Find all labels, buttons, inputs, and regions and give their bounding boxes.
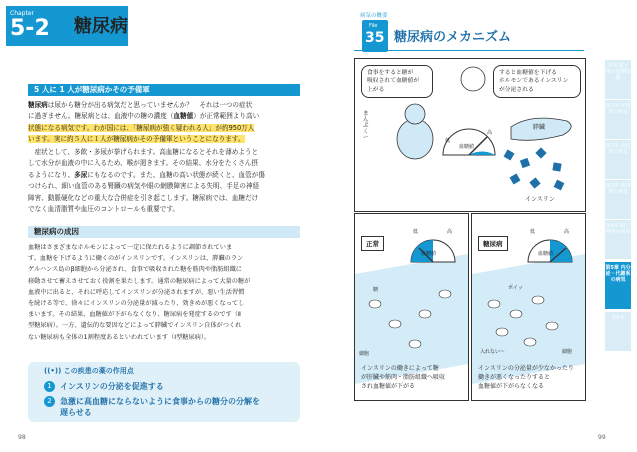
p3-line: を続ける等で、徐々にインスリンの分泌量が減ったり、効きめが悪くなってし [28, 300, 245, 308]
insulin-label: インスリン [525, 196, 555, 203]
signal-icon: ((•)) [44, 367, 64, 375]
bubble-2-line: ホルモンであるインスリン [499, 78, 569, 85]
panel-title [44, 366, 134, 376]
panel-item-2b: 遅らせる [60, 408, 92, 417]
paragraph-1 [28, 100, 300, 146]
panel-number-1: 1 [44, 381, 55, 392]
caption-normal-line: が肝臓や筋肉・脂肪組織へ吸収 [361, 374, 446, 381]
file-badge [362, 20, 388, 52]
side-note: まんぷくー [363, 111, 369, 141]
p2-line-6 [28, 204, 300, 215]
ouch-text: 入れない〜 [480, 349, 506, 355]
normal-gauge-low: 低 [413, 229, 419, 235]
normal-label: 正常 [361, 236, 384, 251]
side-tab-0[interactable]: 序章 薬と体の基礎知識 [605, 60, 631, 100]
caption-diabetes [478, 364, 582, 391]
p1-text-d: ）が正常範囲より高い [193, 112, 260, 121]
p3-line: ない糖尿病も全体の1割程度あるといわれています（Ⅰ型糖尿病）。 [28, 333, 211, 341]
p3-line: ゲルハンス島のβ細胞から分泌され、食事で吸収された糖を筋肉や脂肪組織に [28, 266, 242, 274]
p2-text-e: つけられ、細い血管のある腎臓の病気や眼の網膜障害による失明、手足の神経 [28, 182, 260, 191]
side-tab-5-active[interactable]: 第5章 内分泌・代謝系の病気 [605, 262, 631, 310]
chapter-number: 5-2 [10, 16, 50, 41]
file-title: 糖尿病のメカニズム [394, 30, 512, 45]
panel-item-2a: 急激に高血糖にならないように食事からの糖分の分解を [60, 397, 260, 406]
p2-line-5 [28, 193, 300, 204]
p2-text-c: るようになり、 [28, 170, 75, 179]
side-tab-3[interactable]: 第3章 循環器の病気 [605, 180, 631, 220]
caption-normal-line: インスリンの働きによって糖 [361, 365, 439, 372]
p2-line-1 [28, 147, 300, 158]
caption-normal [361, 364, 465, 391]
section-heading-1: 5 人に 1 人が糖尿病かその予備軍 [28, 84, 300, 96]
gauge-low: 低 [445, 138, 451, 144]
side-tab-2[interactable]: 第2章 消化器の病気 [605, 140, 631, 180]
p1-text-f: います。実に約５人に１人が糖尿病かその予備軍ということになります。 [28, 135, 245, 144]
diabetes-gauge-high: 高 [564, 229, 570, 235]
p1-text-c: に過ぎません。糖尿病とは、血液中の糖の濃度（ [28, 112, 174, 121]
cell-label-right: 細胞 [562, 349, 573, 355]
file-number: 35 [365, 30, 385, 46]
p2-text-f: 障害、動脈硬化などの重大な合併症を引き起こします。糖尿病では、血糖だけ [28, 193, 259, 202]
p3-line: 型糖尿病）。一方、遺伝的な要因などによって膵臓でインスリン自体がつくれ [28, 322, 242, 330]
gauge-label: 血糖値 [459, 144, 475, 150]
section-heading-2: 糖尿病の成因 [28, 226, 300, 238]
cell-label-left: 細胞 [359, 351, 370, 357]
paragraph-3 [28, 242, 300, 343]
panel-item-1: インスリンの分泌を促進する [60, 382, 164, 391]
diabetes-gauge-low: 低 [530, 229, 536, 235]
speech-bubble-1 [361, 65, 433, 98]
page-title: 糖尿病 [74, 16, 128, 37]
panel-number-2: 2 [44, 396, 55, 407]
p1-line-2 [28, 111, 300, 122]
p2-text-b: して水分が血液の中に入るため、喉が渇きます。その結果、水分をたくさん摂 [28, 159, 258, 168]
file-label: File [369, 23, 378, 29]
term-blood-sugar: 血糖値 [173, 112, 194, 121]
caption-diabetes-line: インスリンの分泌量が少なかったり [478, 365, 574, 372]
gauge-high: 高 [487, 130, 493, 136]
page-number-left: 98 [18, 434, 26, 441]
side-tab-6[interactable]: 第6章 [605, 312, 631, 352]
bubble-1-line: 食事をすると糖が [367, 70, 414, 76]
p2-text-a: 症状として、多飲・多尿が挙げられます。高血糖になるとそれを薄めようと [34, 148, 259, 156]
title-rule [354, 50, 584, 51]
p3-line: 移動させて蓄えさせておく役割を果たします。通常の糖尿病によって大量の糖が [28, 277, 251, 285]
bubble-1-line: 吸収されて血糖値が [367, 78, 420, 85]
kicker: 病気の概要 [360, 13, 388, 19]
side-tab-4[interactable]: 第4章 脳・神経の病気 [605, 220, 631, 260]
pop-text: ポイッ [508, 285, 523, 291]
p3-line: す。血糖を下げるように働くのがインスリンです。インスリンは、膵臓のラン [28, 255, 244, 263]
p2-line-2 [28, 158, 300, 169]
p2-line-3 [28, 170, 300, 181]
caption-diabetes-line: 血糖値が下がらなくなる [478, 383, 545, 390]
chapter-label: Chapter [10, 10, 34, 17]
p3-line: 血液中に出ると、それに呼応してインスリンが分泌されますが、悪い生活習慣 [28, 288, 245, 296]
diabetes-label: 糖尿病 [478, 236, 508, 251]
comic-panel-normal [354, 213, 469, 401]
paragraph-2 [28, 147, 300, 215]
side-tab-1[interactable]: 第1章 呼吸器の病気 [605, 100, 631, 140]
caption-normal-line: され血糖値が下がる [361, 383, 416, 390]
p1-line-1 [28, 100, 300, 111]
page-number-right: 99 [598, 434, 606, 441]
normal-gauge-high: 高 [447, 229, 453, 235]
p2-text-g: でなく血清脂質や血圧のコントロールも重要です。 [28, 205, 179, 214]
bubble-2-line: が分泌される [499, 86, 534, 93]
term-diabetes: 糖尿病 [28, 101, 48, 109]
p3-line: 血糖はさまざまなホルモンによって一定に保たれるように調節されていま [28, 244, 233, 251]
caption-diabetes-line: 働きが悪くなったりすると [478, 374, 551, 381]
bubble-2-line: すると血糖値を下げる [499, 70, 557, 76]
p1-text-e: 状態になる病気です。わが国には、「糖尿病が強く疑われる人」が約950万人 [28, 123, 255, 132]
bubble-1-line: 上がる [367, 86, 385, 93]
panel-title-text: この疾患の薬の作用点 [63, 367, 134, 375]
p2-text-d: にもなるのです。また、血糖の高い状態が続くと、血管が傷 [87, 170, 265, 179]
speech-bubble-2 [493, 65, 581, 98]
term-polyuria: 多尿 [74, 170, 88, 179]
normal-gauge-label: 血糖値 [421, 251, 437, 257]
p1-text-b: は尿から糖分が出る病気だと思っていませんか？ それは一つの症状 [47, 101, 253, 109]
comic-panel-mechanism [354, 58, 586, 212]
p1-line-4 [28, 134, 300, 145]
p3-line: まいます。その結果、血糖値が下がらなくなり、糖尿病を発症するのです（Ⅱ [28, 311, 241, 319]
p1-line-3 [28, 123, 300, 134]
comic-panel-diabetes [471, 213, 586, 401]
sugar-label: 糖 [373, 287, 379, 293]
p2-line-4 [28, 181, 300, 192]
diabetes-gauge-label: 血糖値 [538, 251, 554, 257]
pancreas-label: 膵臓 [533, 124, 546, 131]
